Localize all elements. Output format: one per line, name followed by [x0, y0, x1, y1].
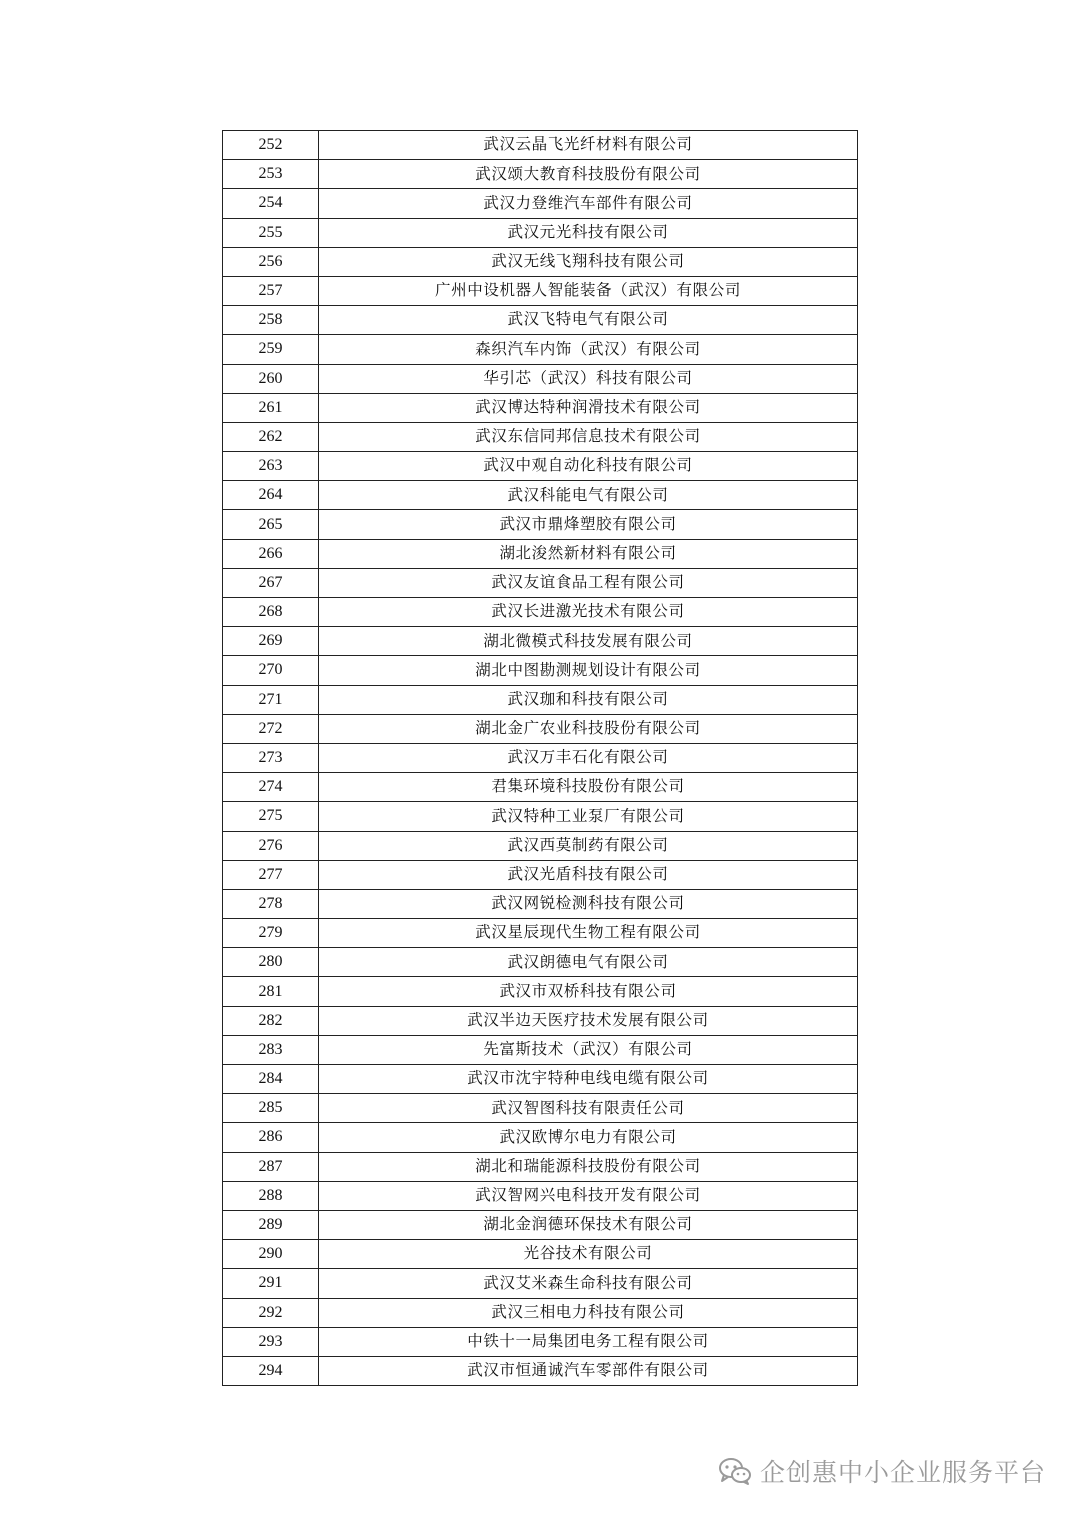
table-row: [223, 568, 858, 597]
table-row: [223, 276, 858, 305]
row-number: 263: [223, 452, 319, 481]
watermark: [718, 1451, 1046, 1491]
company-name: 武汉半边天医疗技术发展有限公司: [319, 1006, 858, 1035]
row-number: 254: [223, 189, 319, 218]
company-name: 广州中设机器人智能装备（武汉）有限公司: [319, 276, 858, 305]
company-name: 武汉无线飞翔科技有限公司: [319, 247, 858, 276]
company-name: 武汉元光科技有限公司: [319, 218, 858, 247]
company-name: 先富斯技术（武汉）有限公司: [319, 1035, 858, 1064]
row-number: 273: [223, 743, 319, 772]
row-number: 258: [223, 306, 319, 335]
row-number: 281: [223, 977, 319, 1006]
company-name: 武汉网锐检测科技有限公司: [319, 889, 858, 918]
row-number: 262: [223, 422, 319, 451]
table-row: [223, 481, 858, 510]
table-row: [223, 714, 858, 743]
company-name: 森织汽车内饰（武汉）有限公司: [319, 335, 858, 364]
company-name: 武汉力登维汽车部件有限公司: [319, 189, 858, 218]
table-row: [223, 539, 858, 568]
table-row: [223, 977, 858, 1006]
table-row: [223, 1006, 858, 1035]
company-name: 武汉市鼎烽塑胶有限公司: [319, 510, 858, 539]
table-row: [223, 364, 858, 393]
table-row: [223, 218, 858, 247]
table-row: [223, 422, 858, 451]
row-number: 259: [223, 335, 319, 364]
wechat-icon: [718, 1456, 752, 1486]
row-number: 267: [223, 568, 319, 597]
row-number: 284: [223, 1065, 319, 1094]
table-row: [223, 743, 858, 772]
company-name: 武汉飞特电气有限公司: [319, 306, 858, 335]
company-name: 湖北金广农业科技股份有限公司: [319, 714, 858, 743]
company-name: 湖北金润德环保技术有限公司: [319, 1210, 858, 1239]
table-row: [223, 831, 858, 860]
table-row: [223, 627, 858, 656]
table-row: [223, 247, 858, 276]
row-number: 264: [223, 481, 319, 510]
row-number: 288: [223, 1181, 319, 1210]
company-name: 湖北中图勘测规划设计有限公司: [319, 656, 858, 685]
row-number: 279: [223, 919, 319, 948]
table-row: [223, 773, 858, 802]
table-row: [223, 452, 858, 481]
company-name: 湖北微模式科技发展有限公司: [319, 627, 858, 656]
row-number: 260: [223, 364, 319, 393]
row-number: 269: [223, 627, 319, 656]
company-name: 武汉市沈宇特种电线电缆有限公司: [319, 1065, 858, 1094]
row-number: 280: [223, 948, 319, 977]
watermark-text: 企创惠中小企业服务平台: [759, 1458, 1046, 1487]
company-name: 武汉光盾科技有限公司: [319, 860, 858, 889]
table-row: [223, 802, 858, 831]
row-number: 270: [223, 656, 319, 685]
row-number: 287: [223, 1152, 319, 1181]
company-name: 武汉特种工业泵厂有限公司: [319, 802, 858, 831]
table-row: [223, 1327, 858, 1356]
table-row: [223, 948, 858, 977]
company-name: 光谷技术有限公司: [319, 1240, 858, 1269]
row-number: 256: [223, 247, 319, 276]
row-number: 282: [223, 1006, 319, 1035]
table-row: [223, 189, 858, 218]
company-name: 武汉欧博尔电力有限公司: [319, 1123, 858, 1152]
row-number: 289: [223, 1210, 319, 1239]
company-list-table: [222, 130, 858, 1386]
company-name: 武汉中观自动化科技有限公司: [319, 452, 858, 481]
table-row: [223, 685, 858, 714]
company-name: 武汉市双桥科技有限公司: [319, 977, 858, 1006]
row-number: 285: [223, 1094, 319, 1123]
table-row: [223, 510, 858, 539]
company-name: 武汉西莫制药有限公司: [319, 831, 858, 860]
row-number: 277: [223, 860, 319, 889]
company-name: 湖北浚然新材料有限公司: [319, 539, 858, 568]
row-number: 255: [223, 218, 319, 247]
company-name: 武汉万丰石化有限公司: [319, 743, 858, 772]
table-row: [223, 1035, 858, 1064]
row-number: 292: [223, 1298, 319, 1327]
company-name: 武汉智网兴电科技开发有限公司: [319, 1181, 858, 1210]
table-row: [223, 1065, 858, 1094]
company-list-body: [223, 131, 858, 1386]
row-number: 276: [223, 831, 319, 860]
row-number: 266: [223, 539, 319, 568]
company-name: 武汉长进激光技术有限公司: [319, 598, 858, 627]
table-row: [223, 131, 858, 160]
company-name: 武汉东信同邦信息技术有限公司: [319, 422, 858, 451]
row-number: 257: [223, 276, 319, 305]
table-row: [223, 335, 858, 364]
table-row: [223, 160, 858, 189]
company-name: 武汉云晶飞光纤材料有限公司: [319, 131, 858, 160]
company-name: 武汉朗德电气有限公司: [319, 948, 858, 977]
row-number: 268: [223, 598, 319, 627]
table-row: [223, 1123, 858, 1152]
company-name: 武汉颂大教育科技股份有限公司: [319, 160, 858, 189]
company-name: 武汉星辰现代生物工程有限公司: [319, 919, 858, 948]
company-name: 君集环境科技股份有限公司: [319, 773, 858, 802]
company-name: 中铁十一局集团电务工程有限公司: [319, 1327, 858, 1356]
company-name: 湖北和瑞能源科技股份有限公司: [319, 1152, 858, 1181]
row-number: 265: [223, 510, 319, 539]
table-row: [223, 1210, 858, 1239]
table-row: [223, 1240, 858, 1269]
company-name: 武汉珈和科技有限公司: [319, 685, 858, 714]
row-number: 271: [223, 685, 319, 714]
table-row: [223, 860, 858, 889]
table-row: [223, 306, 858, 335]
company-name: 华引芯（武汉）科技有限公司: [319, 364, 858, 393]
company-name: 武汉友谊食品工程有限公司: [319, 568, 858, 597]
table-row: [223, 1356, 858, 1385]
table-row: [223, 1269, 858, 1298]
company-name: 武汉艾米森生命科技有限公司: [319, 1269, 858, 1298]
table-row: [223, 1094, 858, 1123]
table-row: [223, 919, 858, 948]
company-name: 武汉智图科技有限责任公司: [319, 1094, 858, 1123]
row-number: 283: [223, 1035, 319, 1064]
table-row: [223, 1152, 858, 1181]
table-row: [223, 393, 858, 422]
row-number: 253: [223, 160, 319, 189]
row-number: 274: [223, 773, 319, 802]
table-row: [223, 1181, 858, 1210]
table-row: [223, 1298, 858, 1327]
company-name: 武汉市恒通诚汽车零部件有限公司: [319, 1356, 858, 1385]
row-number: 294: [223, 1356, 319, 1385]
company-name: 武汉三相电力科技有限公司: [319, 1298, 858, 1327]
row-number: 275: [223, 802, 319, 831]
row-number: 252: [223, 131, 319, 160]
row-number: 293: [223, 1327, 319, 1356]
company-name: 武汉科能电气有限公司: [319, 481, 858, 510]
row-number: 286: [223, 1123, 319, 1152]
table-row: [223, 598, 858, 627]
row-number: 278: [223, 889, 319, 918]
row-number: 261: [223, 393, 319, 422]
company-name: 武汉博达特种润滑技术有限公司: [319, 393, 858, 422]
table-row: [223, 889, 858, 918]
row-number: 272: [223, 714, 319, 743]
table-row: [223, 656, 858, 685]
row-number: 291: [223, 1269, 319, 1298]
row-number: 290: [223, 1240, 319, 1269]
